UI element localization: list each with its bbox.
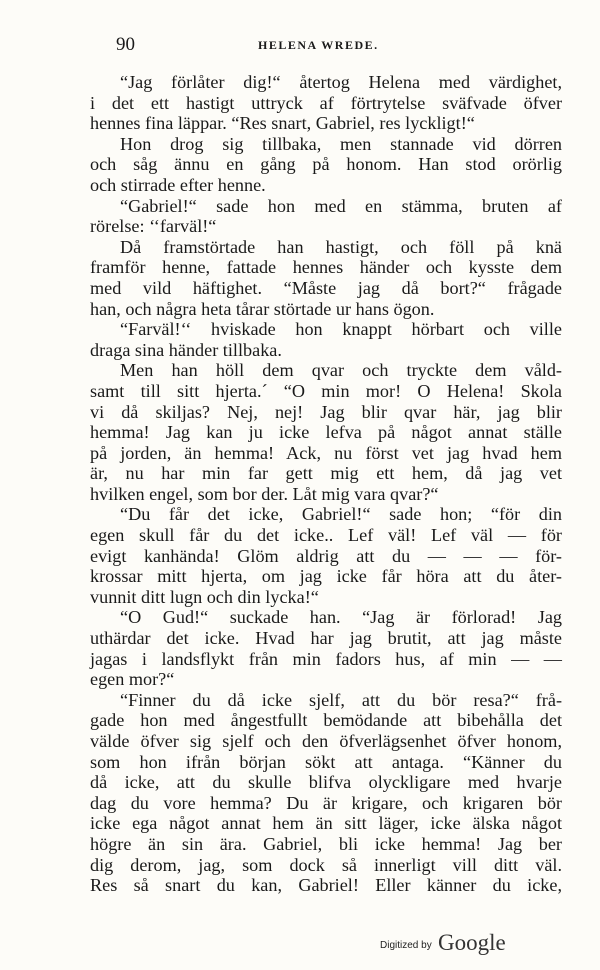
text-line: egen mor?“ <box>90 669 175 690</box>
text-line: hemma! Jag kan ju icke lefva på något annat ställe <box>90 422 562 443</box>
text-line: “O Gud!“ suckade han. “Jag är förlorad! Jag <box>120 607 562 628</box>
page-number: 90 <box>116 34 135 55</box>
text-line: jagas i landsflykt från min fadors hus, af min — — <box>90 648 562 669</box>
text-line: dag du vore hemma? Du är krigare, och krigaren bör <box>90 792 562 813</box>
text-line: framför henne, fattade hennes händer och kysste dem <box>90 257 562 278</box>
text-line: hvilken engel, som bor der. Låt mig vara qvar?“ <box>90 483 439 504</box>
text-line: vi då skiljas? Nej, nej! Jag blir qvar här, jag blir <box>90 401 562 422</box>
text-line: samt till sitt hjerta.´ “O min mor! O Helena! Skola <box>90 380 562 401</box>
text-line: hennes fina läppar. “Res snart, Gabriel, res lyckligt!“ <box>90 113 475 134</box>
text-line: vunnit ditt lugn och din lycka!“ <box>90 586 319 607</box>
text-line: på jorden, än hemma! Ack, nu först vet jag hvad hem <box>90 442 562 463</box>
text-line: gade hon med ångestfullt bemödande att bibehålla det <box>90 710 562 731</box>
text-line: “Du får det icke, Gabriel!“ sade hon; “för din <box>120 504 562 525</box>
text-line: med vild häftighet. “Måste jag då bort?“ frågade <box>90 277 562 298</box>
text-line: “Farväl!‘‘ hviskade hon knappt hörbart och ville <box>120 319 562 340</box>
text-line: i det ett hastigt uttryck af förtrytelse sväfvade öfver <box>90 92 562 113</box>
text-line: han, och några heta tårar störtade ur hans ögon. <box>90 298 435 319</box>
text-line: då icke, att du skulle blifva olyckligare med hvarje <box>90 772 562 793</box>
page-header <box>0 34 600 58</box>
text-line: Men han höll dem qvar och tryckte dem våld- <box>120 360 562 381</box>
text-line: draga sina händer tillbaka. <box>90 339 282 360</box>
text-line: “Gabriel!“ sade hon med en stämma, bruten af <box>120 195 562 216</box>
text-line: och såg ännu en gång på honom. Han stod orörlig <box>90 154 562 175</box>
text-line: Då framstörtade han hastigt, och föll på knä <box>120 236 562 257</box>
running-head: HELENA WREDE. <box>258 38 379 52</box>
text-line: evigt kanhända! Glöm aldrig att du — — — för- <box>90 545 562 566</box>
text-line: rörelse: ‘‘farväl!“ <box>90 216 217 237</box>
text-line: icke ega något annat hem än sitt läger, icke älska något <box>90 813 562 834</box>
digitization-watermark <box>380 930 580 960</box>
text-line: krossar mitt hjerta, om jag icke får höra att du åter- <box>90 566 562 587</box>
text-line: Hon drog sig tillbaka, men stannade vid dörren <box>120 133 562 154</box>
body-text <box>90 72 562 896</box>
text-line: egen skull får du det icke.. Lef väl! Lef väl — för <box>90 525 562 546</box>
text-line: är, nu har min far gett mig ett hem, då jag vet <box>90 463 562 484</box>
text-line: välde öfver sig sjelf och den öfverlägsenhet öfver honom, <box>90 731 562 751</box>
text-line: dig derom, jag, som dock så innerligt vill ditt väl. <box>90 854 562 875</box>
text-line: och stirrade efter henne. <box>90 174 266 195</box>
text-line: som hon ifrån början sökt att antaga. “Känner du <box>90 751 562 772</box>
text-line: Res så snart du kan, Gabriel! Eller känner du icke, <box>90 875 562 896</box>
digitized-by-label: Digitized by <box>380 940 432 951</box>
text-line: uthärdar det icke. Hvad har jag brutit, att jag måste <box>90 628 562 649</box>
text-line: “Jag förlåter dig!“ återtog Helena med värdighet, <box>120 72 562 92</box>
text-line: högre än sin ära. Gabriel, bli icke hemma! Jag ber <box>90 833 562 854</box>
text-line: “Finner du då icke sjelf, att du bör resa?“ frå- <box>120 689 562 710</box>
google-logo: Google <box>438 930 506 955</box>
